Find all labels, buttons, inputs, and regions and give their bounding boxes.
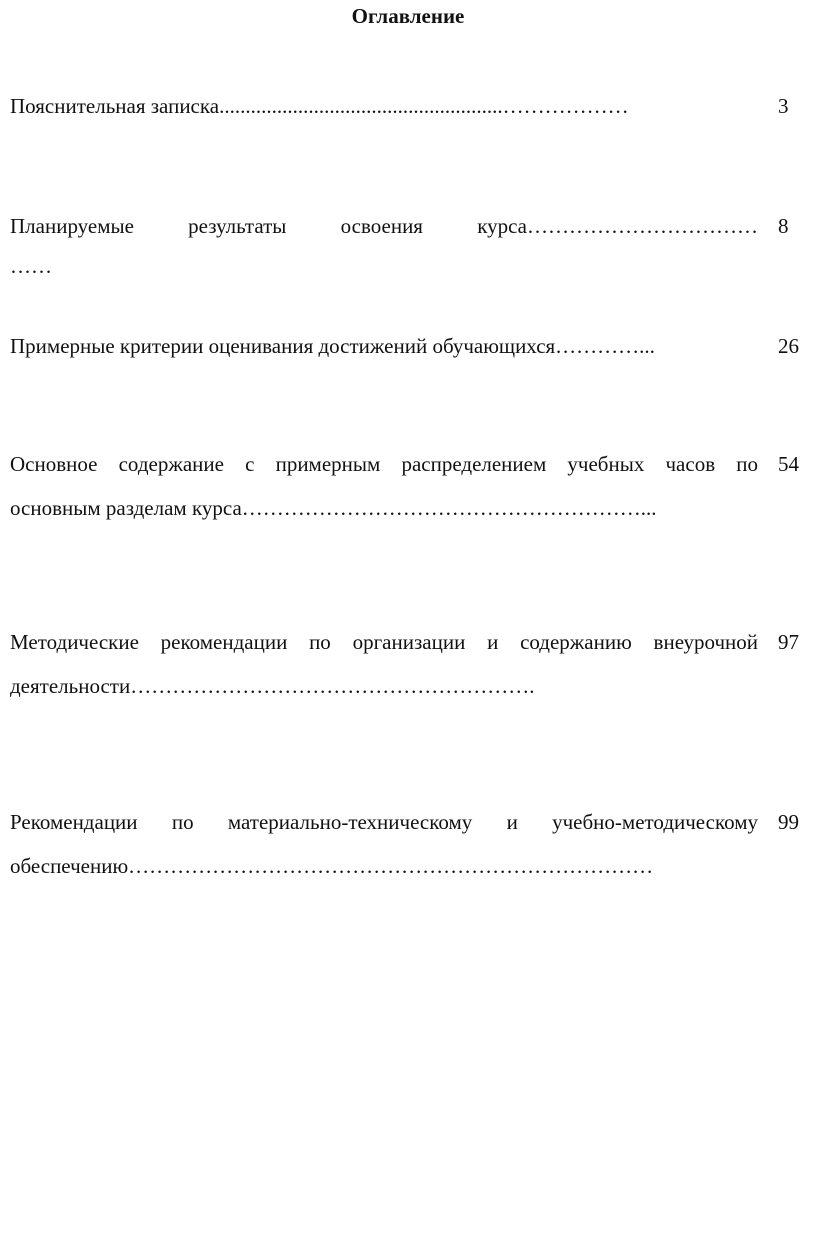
- toc-entry-line: ……: [10, 254, 52, 278]
- toc-entry-text: [10, 324, 758, 368]
- toc-entry-text: [10, 620, 758, 708]
- toc-entry-line: Рекомендации по материально-техническому и учебно-методическому: [10, 810, 758, 834]
- toc-entry-text: [10, 800, 758, 888]
- toc-page-number: 97: [778, 630, 799, 654]
- toc-entry-line: обеспечению…………………………………………………………………: [10, 854, 654, 878]
- toc-entry-text: [10, 204, 758, 288]
- toc-page-number: 3: [778, 94, 789, 118]
- toc-page-number: 54: [778, 452, 799, 476]
- toc-title: Оглавление: [351, 4, 465, 28]
- toc-entry-text: [10, 84, 758, 128]
- toc-entry-text: [10, 442, 758, 530]
- toc-page-number: 26: [778, 334, 799, 358]
- toc-entry-line: Примерные критерии оценивания достижений обучающихся…………...: [10, 334, 655, 358]
- toc-entry-line: Планируемые результаты освоения курса……………………………: [10, 214, 758, 238]
- toc-entry-line: деятельности………………………………………………….: [10, 674, 535, 698]
- toc-page-number: 8: [778, 214, 789, 238]
- toc-entry-line: Пояснительная записка......................................................………………: [10, 94, 629, 118]
- toc-page-number: 99: [778, 810, 799, 834]
- toc-entry-line: Методические рекомендации по организации и содержанию внеурочной: [10, 630, 758, 654]
- toc-entry-line: основным разделам курса…………………………………………………...: [10, 496, 657, 520]
- toc-entry-line: Основное содержание с примерным распределением учебных часов по: [10, 452, 758, 476]
